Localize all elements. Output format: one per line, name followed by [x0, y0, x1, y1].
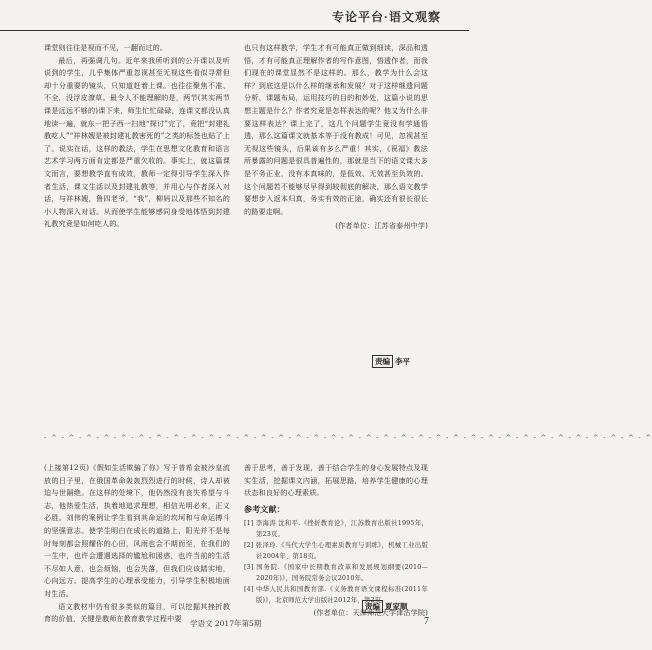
reference-item: [3] 国务院.《国家中长期教育改革和发展规划纲要(2010—2020年)》，国务院常务会议2010年。: [244, 563, 428, 583]
page-header: [0, 0, 469, 31]
references-list: [244, 518, 428, 606]
editor-credit: 责编 夏家顺: [362, 600, 408, 613]
paragraph: 语文教材中仍有很多类似的篇目，可以挖掘其挫折教育的价值，关键是教师在教育教学过程中要: [44, 601, 230, 624]
paragraph: (上接第12页)《假如生活欺骗了你》写于普希金被沙皇流放的日子里，在俄国革命轰轰烈烈进行的时候，诗人却被迫与世隔绝。在这样的处境下，他仍然没有丧失希望与斗志，他热爱生活，执着地追求理想，相信光明必来，正义必胜。刘伟的案例让学生看到其命运的坎坷和与命运搏斗的坚强意志。使学生明白在成长的道路上，阳光并不是每时每刻都会照耀你的心田，风雨也会不期而至，在我们的一生中，也许会遭遇选择的尴尬和困惑，也许当前的生活不尽如人意，也会烦恼，也会失落，但我们应该踏实地，心向远方。提高学生的心理承受能力，引导学生积极地面对生活。: [44, 463, 230, 598]
reference-item: [2] 张泽玲.《当代大学生心理素质教育与训练》，机械工业出版社2004年，第18页。: [244, 541, 428, 561]
article-column-right: [244, 42, 428, 233]
section-title: 专论平台·语文观察: [332, 10, 441, 24]
author-affiliation: (作者单位：江苏省泰州中学): [335, 221, 428, 231]
section-divider: - ^ - ^ - ^ - ^ - ^ - ^ - ^ - ^ - ^ - ^ - ^ - ^ - ^ - ^ - ^ - ^ - ^ - ^ - ^ - ^ - ^ - ^ - ^ - ^ - ^ - ^ - ^ - ^ - ^ - ^ - ^ - ^ - ^ - ^ - ^: [44, 434, 652, 442]
editor-credit: 责编 李平: [372, 355, 410, 368]
page-number: 7: [424, 616, 429, 627]
journal-issue: 学语文 2017年第5期: [190, 619, 262, 628]
article-column-left: [44, 42, 230, 231]
paragraph: 最后，再强调几句。近年来我所听到的公开课以及听说到的学生，儿乎集体严重忽视甚至无视这些看似寻常但却十分重要的镜头，只知道赶着上课。也往往聚焦不准、不全，没浮皮潦草。最令人不能理解的是，两节(其实两节课是远远不够的)课下来，师生忙忙碌碌，连课文都没认真地读一遍，就东一把子西一扫地“探讨”完了，竟把“封建礼教吃人”“祥林嫂是被封建礼教害死的”之类的标签也贴了上了。说实在话，这样的教法，学生在思想文化教育和语言艺术学习两方面肯定都是严重欠收的。事实上，就这篇课文而言，要想教学直有成效，教师一定得引导学生深入作者生活，课文生活以及封建礼教等，并用心与作者深入对话，与祥林嫂，鲁四老爷，“我”，柳妈以及那些不知名的小人物深入对话。从而使学生能够感同身受地体悟到封建礼教究竟是如何吃人的。: [44, 55, 230, 229]
author-affiliation: (作者单位：天津师范大学津沽学院): [313, 608, 428, 618]
continued-column-left: [44, 462, 230, 626]
paragraph: 课堂则往往是视而不见，一翻而过的。: [44, 43, 168, 52]
references-heading: 参考文献：: [244, 504, 285, 514]
reference-item: [1] 李海涛 沈和平.《挫折教育论》，江苏教育出版社1995年，第23页。: [244, 519, 428, 539]
paragraph: 善于思考，善于发现，善于结合学生的身心发展特点及现实生活，挖掘课文内涵，拓展思路，培养学生健康的心理状态和良好的心理素质。: [244, 463, 428, 498]
paragraph: 也只有这样教学，学生才有可能真正做到细读，深品和透悟，才有可能真正理解作者的写作意图，悟透作者，而我们现在的课堂显然不是这样的。那么，教学为什么会这样？到底这是以什么样的继承和发展？对于这样继遗问题分析，课题布局，运用技巧的目的和妙处，这篇小说的思想主题是什么？作者究竟是怎样表达的呢？他又为什么非要这样表达？课上完了，这几个问题学生竟没有学通悟透，那么这篇课文就基本等于没有教成！可见，忽视甚至无视这些镜头，后果该有多么严重！其实，《祝福》教法所暴露的问题是很具普遍性的，那就是当下的语文课大多是不务正业，没有本真味的，是低效、无效甚至负效的。这个问题若不能够尽早得到较彻底的解决，那么语文教学要想步入返本归真，务实有效的正途，确实还有很长很长的路要走啊。: [244, 43, 428, 216]
reference-item: [4] 中华人民共和国教育部.《义务教育语文课程标准(2011年版)》，北京师范大学出版社2012年，第2页。: [244, 585, 428, 605]
continued-column-right: [244, 462, 428, 620]
page-footer: [0, 616, 469, 636]
